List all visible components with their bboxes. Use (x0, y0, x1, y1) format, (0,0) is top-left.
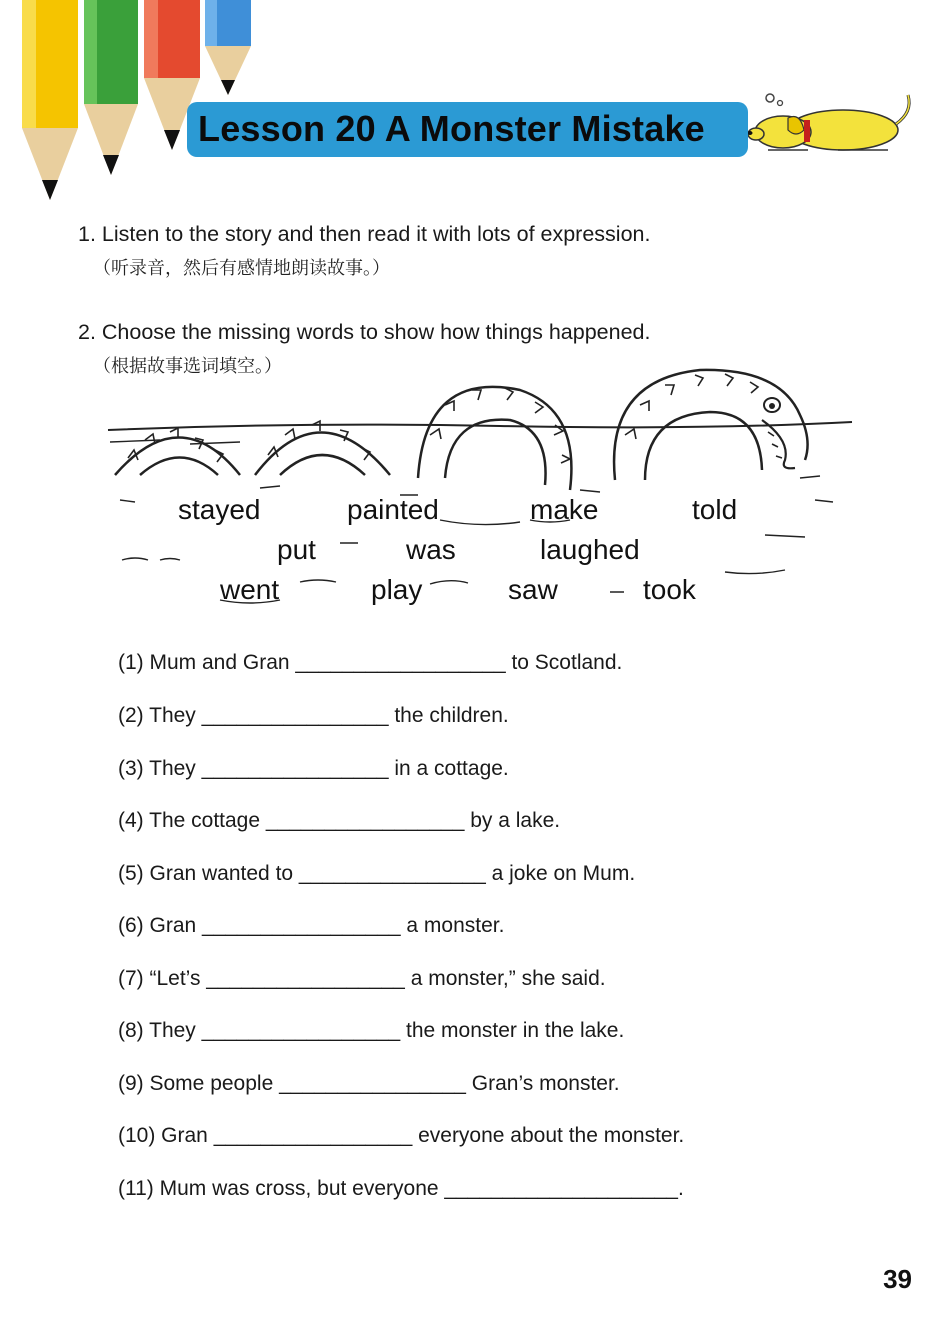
word-bank-item: went (220, 574, 280, 605)
word-bank-item: was (406, 534, 456, 565)
instruction-1: 1. Listen to the story and then read it with lots of expression. (78, 222, 651, 246)
word-bank-item: told (692, 494, 738, 525)
question-7: (7) “Let’s _________________ a monster,” she said. (118, 967, 606, 990)
question-5: (5) Gran wanted to ________________ a joke on Mum. (118, 862, 636, 885)
question-3: (3) They ________________ in a cottage. (118, 757, 509, 780)
instruction-1-chinese: （听录音，然后有感情地朗读故事。） (93, 258, 390, 279)
sleeping-dog-icon (748, 90, 918, 160)
question-10: (10) Gran _________________ everyone about the monster. (118, 1124, 685, 1147)
question-9: (9) Some people ________________ Gran’s monster. (118, 1072, 620, 1095)
word-bank-item: painted (347, 494, 439, 525)
question-6: (6) Gran _________________ a monster. (118, 914, 505, 937)
lesson-title: Lesson 20 A Monster Mistake (198, 108, 705, 149)
page-number: 39 (883, 1264, 912, 1294)
instruction-2-chinese: （根据故事选词填空。） (93, 356, 282, 377)
question-1: (1) Mum and Gran __________________ to Scotland. (118, 651, 623, 674)
instruction-2: 2. Choose the missing words to show how things happened. (78, 320, 651, 344)
word-bank-item: took (643, 574, 696, 605)
word-bank-item: play (371, 574, 423, 605)
word-bank-item: put (277, 534, 316, 565)
question-11: (11) Mum was cross, but everyone ____________________. (118, 1177, 684, 1200)
question-4: (4) The cottage _________________ by a lake. (118, 809, 561, 832)
loch-ness-monster-icon (100, 360, 860, 620)
question-2: (2) They ________________ the children. (118, 704, 509, 727)
word-bank-item: make (530, 494, 599, 525)
word-bank-item: saw (508, 574, 558, 605)
word-bank-item: laughed (540, 534, 640, 565)
question-8: (8) They _________________ the monster in the lake. (118, 1019, 625, 1042)
word-bank-item: stayed (178, 494, 261, 525)
